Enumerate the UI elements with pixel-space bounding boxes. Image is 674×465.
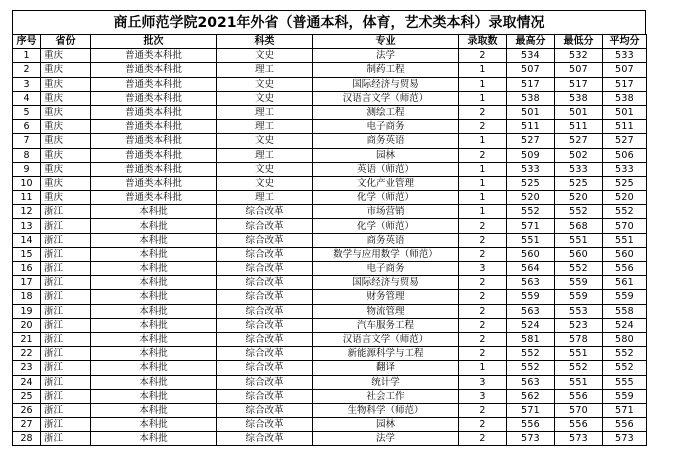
cell-province: 浙江 [41, 233, 91, 247]
table-row [13, 105, 647, 119]
cell-province: 重庆 [41, 105, 91, 119]
cell-max-score: 552 [507, 205, 555, 219]
cell-admitted: 2 [459, 219, 507, 233]
table-row [13, 176, 647, 190]
table-row [13, 120, 647, 134]
cell-avg-score: 556 [603, 262, 647, 276]
cell-admitted: 3 [459, 262, 507, 276]
cell-province: 重庆 [41, 120, 91, 134]
cell-index: 13 [13, 219, 41, 233]
cell-category: 综合改革 [217, 304, 313, 318]
header-category: 科类 [217, 35, 313, 49]
cell-max-score: 507 [507, 63, 555, 77]
cell-batch: 本科批 [91, 318, 217, 332]
cell-batch: 普通类本科批 [91, 49, 217, 63]
cell-batch: 本科批 [91, 389, 217, 403]
cell-index: 22 [13, 347, 41, 361]
cell-min-score: 551 [555, 233, 603, 247]
cell-max-score: 525 [507, 176, 555, 190]
table-row [13, 318, 647, 332]
cell-province: 浙江 [41, 262, 91, 276]
table-row [13, 304, 647, 318]
table-row [13, 49, 647, 63]
admission-table [12, 34, 647, 446]
cell-major: 汉语言文学（师范） [313, 91, 459, 105]
cell-index: 1 [13, 49, 41, 63]
table-row [13, 290, 647, 304]
cell-province: 重庆 [41, 148, 91, 162]
cell-batch: 本科批 [91, 290, 217, 304]
cell-major: 测绘工程 [313, 105, 459, 119]
cell-index: 15 [13, 247, 41, 261]
cell-min-score: 502 [555, 148, 603, 162]
header-province: 省份 [41, 35, 91, 49]
cell-avg-score: 533 [603, 49, 647, 63]
cell-major: 园林 [313, 148, 459, 162]
cell-admitted: 1 [459, 91, 507, 105]
cell-index: 10 [13, 176, 41, 190]
cell-category: 文史 [217, 77, 313, 91]
cell-category: 综合改革 [217, 389, 313, 403]
cell-batch: 本科批 [91, 276, 217, 290]
cell-min-score: 556 [555, 389, 603, 403]
cell-batch: 本科批 [91, 347, 217, 361]
cell-province: 浙江 [41, 276, 91, 290]
table-row [13, 389, 647, 403]
cell-province: 重庆 [41, 134, 91, 148]
cell-min-score: 551 [555, 347, 603, 361]
cell-major: 汽车服务工程 [313, 318, 459, 332]
cell-admitted: 1 [459, 63, 507, 77]
cell-major: 园林 [313, 418, 459, 432]
cell-max-score: 563 [507, 304, 555, 318]
cell-province: 浙江 [41, 219, 91, 233]
cell-max-score: 527 [507, 134, 555, 148]
cell-avg-score: 525 [603, 176, 647, 190]
cell-index: 16 [13, 262, 41, 276]
cell-admitted: 2 [459, 347, 507, 361]
cell-index: 11 [13, 191, 41, 205]
cell-major: 数学与应用数学（师范） [313, 247, 459, 261]
header-major: 专业 [313, 35, 459, 49]
cell-max-score: 556 [507, 418, 555, 432]
cell-avg-score: 517 [603, 77, 647, 91]
cell-max-score: 520 [507, 191, 555, 205]
header-batch: 批次 [91, 35, 217, 49]
cell-category: 综合改革 [217, 290, 313, 304]
table-row [13, 361, 647, 375]
header-avg-score: 平均分 [603, 35, 647, 49]
cell-min-score: 533 [555, 162, 603, 176]
cell-batch: 普通类本科批 [91, 176, 217, 190]
table-row [13, 347, 647, 361]
cell-index: 27 [13, 418, 41, 432]
cell-index: 20 [13, 318, 41, 332]
cell-max-score: 571 [507, 219, 555, 233]
cell-category: 综合改革 [217, 262, 313, 276]
cell-category: 文史 [217, 91, 313, 105]
cell-avg-score: 520 [603, 191, 647, 205]
cell-index: 23 [13, 361, 41, 375]
cell-major: 社会工作 [313, 389, 459, 403]
cell-major: 化学（师范） [313, 191, 459, 205]
cell-province: 浙江 [41, 290, 91, 304]
cell-avg-score: 558 [603, 304, 647, 318]
cell-province: 浙江 [41, 403, 91, 417]
cell-max-score: 560 [507, 247, 555, 261]
table-row [13, 205, 647, 219]
cell-max-score: 533 [507, 162, 555, 176]
cell-avg-score: 524 [603, 318, 647, 332]
table-row [13, 432, 647, 446]
table-row [13, 191, 647, 205]
cell-category: 综合改革 [217, 347, 313, 361]
cell-province: 重庆 [41, 49, 91, 63]
header-admitted: 录取数 [459, 35, 507, 49]
cell-category: 综合改革 [217, 233, 313, 247]
cell-min-score: 507 [555, 63, 603, 77]
cell-max-score: 562 [507, 389, 555, 403]
cell-index: 5 [13, 105, 41, 119]
cell-min-score: 552 [555, 205, 603, 219]
cell-max-score: 524 [507, 318, 555, 332]
cell-avg-score: 552 [603, 347, 647, 361]
cell-admitted: 3 [459, 375, 507, 389]
cell-max-score: 538 [507, 91, 555, 105]
cell-max-score: 581 [507, 332, 555, 346]
cell-major: 统计学 [313, 375, 459, 389]
cell-batch: 本科批 [91, 375, 217, 389]
table-row [13, 276, 647, 290]
cell-min-score: 511 [555, 120, 603, 134]
cell-index: 6 [13, 120, 41, 134]
cell-admitted: 2 [459, 290, 507, 304]
cell-batch: 普通类本科批 [91, 120, 217, 134]
cell-admitted: 2 [459, 148, 507, 162]
cell-index: 18 [13, 290, 41, 304]
cell-province: 重庆 [41, 63, 91, 77]
cell-province: 浙江 [41, 304, 91, 318]
cell-batch: 本科批 [91, 233, 217, 247]
table-row [13, 77, 647, 91]
cell-batch: 本科批 [91, 361, 217, 375]
cell-admitted: 2 [459, 318, 507, 332]
cell-index: 24 [13, 375, 41, 389]
cell-min-score: 527 [555, 134, 603, 148]
cell-admitted: 2 [459, 418, 507, 432]
cell-admitted: 2 [459, 403, 507, 417]
cell-category: 文史 [217, 49, 313, 63]
cell-index: 25 [13, 389, 41, 403]
table-row [13, 134, 647, 148]
cell-min-score: 573 [555, 432, 603, 446]
cell-index: 21 [13, 332, 41, 346]
cell-batch: 本科批 [91, 247, 217, 261]
cell-index: 19 [13, 304, 41, 318]
cell-admitted: 2 [459, 332, 507, 346]
cell-major: 新能源科学与工程 [313, 347, 459, 361]
cell-admitted: 2 [459, 49, 507, 63]
cell-min-score: 552 [555, 262, 603, 276]
cell-category: 综合改革 [217, 205, 313, 219]
cell-category: 理工 [217, 105, 313, 119]
cell-admitted: 3 [459, 389, 507, 403]
cell-avg-score: 533 [603, 162, 647, 176]
cell-max-score: 517 [507, 77, 555, 91]
cell-admitted: 1 [459, 77, 507, 91]
table-row [13, 219, 647, 233]
cell-category: 理工 [217, 148, 313, 162]
cell-avg-score: 501 [603, 105, 647, 119]
cell-avg-score: 561 [603, 276, 647, 290]
table-row [13, 233, 647, 247]
cell-category: 综合改革 [217, 219, 313, 233]
cell-category: 综合改革 [217, 432, 313, 446]
cell-index: 14 [13, 233, 41, 247]
cell-admitted: 2 [459, 276, 507, 290]
cell-province: 浙江 [41, 347, 91, 361]
cell-category: 综合改革 [217, 361, 313, 375]
cell-avg-score: 506 [603, 148, 647, 162]
cell-province: 浙江 [41, 332, 91, 346]
cell-category: 理工 [217, 120, 313, 134]
cell-min-score: 560 [555, 247, 603, 261]
cell-major: 国际经济与贸易 [313, 276, 459, 290]
cell-avg-score: 552 [603, 205, 647, 219]
cell-min-score: 552 [555, 361, 603, 375]
cell-batch: 普通类本科批 [91, 148, 217, 162]
cell-province: 浙江 [41, 389, 91, 403]
cell-category: 综合改革 [217, 276, 313, 290]
table-body [13, 49, 647, 446]
cell-max-score: 511 [507, 120, 555, 134]
cell-avg-score: 571 [603, 403, 647, 417]
cell-index: 28 [13, 432, 41, 446]
cell-admitted: 2 [459, 432, 507, 446]
cell-avg-score: 580 [603, 332, 647, 346]
cell-max-score: 552 [507, 361, 555, 375]
cell-max-score: 559 [507, 290, 555, 304]
cell-admitted: 1 [459, 205, 507, 219]
cell-batch: 本科批 [91, 332, 217, 346]
cell-min-score: 570 [555, 403, 603, 417]
table-row [13, 403, 647, 417]
cell-max-score: 501 [507, 105, 555, 119]
cell-min-score: 553 [555, 304, 603, 318]
cell-batch: 普通类本科批 [91, 91, 217, 105]
cell-index: 12 [13, 205, 41, 219]
cell-avg-score: 538 [603, 91, 647, 105]
cell-avg-score: 507 [603, 63, 647, 77]
cell-min-score: 559 [555, 290, 603, 304]
cell-min-score: 556 [555, 418, 603, 432]
cell-avg-score: 555 [603, 375, 647, 389]
cell-province: 重庆 [41, 176, 91, 190]
cell-avg-score: 527 [603, 134, 647, 148]
cell-index: 17 [13, 276, 41, 290]
cell-max-score: 509 [507, 148, 555, 162]
cell-major: 物流管理 [313, 304, 459, 318]
cell-category: 综合改革 [217, 403, 313, 417]
cell-major: 电子商务 [313, 262, 459, 276]
cell-avg-score: 552 [603, 361, 647, 375]
cell-province: 浙江 [41, 418, 91, 432]
cell-avg-score: 556 [603, 418, 647, 432]
cell-admitted: 2 [459, 304, 507, 318]
cell-admitted: 2 [459, 247, 507, 261]
cell-category: 理工 [217, 191, 313, 205]
cell-province: 重庆 [41, 162, 91, 176]
cell-avg-score: 559 [603, 290, 647, 304]
cell-admitted: 1 [459, 191, 507, 205]
cell-index: 7 [13, 134, 41, 148]
cell-index: 2 [13, 63, 41, 77]
cell-batch: 普通类本科批 [91, 63, 217, 77]
cell-min-score: 551 [555, 375, 603, 389]
cell-province: 浙江 [41, 247, 91, 261]
cell-province: 浙江 [41, 318, 91, 332]
cell-batch: 普通类本科批 [91, 191, 217, 205]
cell-major: 翻译 [313, 361, 459, 375]
cell-min-score: 559 [555, 276, 603, 290]
table-row [13, 247, 647, 261]
cell-province: 重庆 [41, 77, 91, 91]
cell-category: 文史 [217, 176, 313, 190]
cell-min-score: 538 [555, 91, 603, 105]
cell-category: 文史 [217, 134, 313, 148]
cell-major: 电子商务 [313, 120, 459, 134]
cell-category: 理工 [217, 63, 313, 77]
cell-major: 财务管理 [313, 290, 459, 304]
cell-min-score: 532 [555, 49, 603, 63]
cell-admitted: 2 [459, 120, 507, 134]
cell-max-score: 563 [507, 276, 555, 290]
cell-batch: 普通类本科批 [91, 134, 217, 148]
admission-sheet [12, 10, 646, 446]
cell-index: 3 [13, 77, 41, 91]
cell-avg-score: 560 [603, 247, 647, 261]
cell-admitted: 1 [459, 176, 507, 190]
cell-major: 汉语言文学（师范） [313, 332, 459, 346]
cell-batch: 本科批 [91, 432, 217, 446]
cell-max-score: 571 [507, 403, 555, 417]
cell-batch: 本科批 [91, 219, 217, 233]
cell-province: 浙江 [41, 375, 91, 389]
header-min-score: 最低分 [555, 35, 603, 49]
cell-major: 制药工程 [313, 63, 459, 77]
cell-major: 法学 [313, 432, 459, 446]
cell-max-score: 573 [507, 432, 555, 446]
cell-admitted: 1 [459, 162, 507, 176]
cell-batch: 本科批 [91, 304, 217, 318]
table-header-row [13, 35, 647, 49]
cell-batch: 普通类本科批 [91, 162, 217, 176]
cell-major: 商务英语 [313, 233, 459, 247]
table-row [13, 148, 647, 162]
cell-min-score: 568 [555, 219, 603, 233]
header-max-score: 最高分 [507, 35, 555, 49]
cell-category: 综合改革 [217, 375, 313, 389]
table-row [13, 63, 647, 77]
cell-category: 综合改革 [217, 332, 313, 346]
cell-major: 英语（师范） [313, 162, 459, 176]
cell-min-score: 501 [555, 105, 603, 119]
cell-avg-score: 511 [603, 120, 647, 134]
cell-admitted: 1 [459, 361, 507, 375]
cell-batch: 本科批 [91, 262, 217, 276]
cell-category: 综合改革 [217, 418, 313, 432]
cell-major: 化学（师范） [313, 219, 459, 233]
cell-index: 9 [13, 162, 41, 176]
cell-major: 市场营销 [313, 205, 459, 219]
cell-admitted: 2 [459, 105, 507, 119]
cell-province: 重庆 [41, 91, 91, 105]
cell-max-score: 563 [507, 375, 555, 389]
cell-batch: 普通类本科批 [91, 105, 217, 119]
cell-batch: 本科批 [91, 205, 217, 219]
cell-max-score: 534 [507, 49, 555, 63]
cell-batch: 本科批 [91, 418, 217, 432]
cell-category: 综合改革 [217, 318, 313, 332]
cell-province: 重庆 [41, 191, 91, 205]
cell-major: 生物科学（师范） [313, 403, 459, 417]
cell-major: 文化产业管理 [313, 176, 459, 190]
cell-batch: 本科批 [91, 403, 217, 417]
cell-min-score: 523 [555, 318, 603, 332]
cell-min-score: 578 [555, 332, 603, 346]
table-row [13, 332, 647, 346]
cell-batch: 普通类本科批 [91, 77, 217, 91]
cell-index: 4 [13, 91, 41, 105]
cell-admitted: 2 [459, 233, 507, 247]
cell-province: 浙江 [41, 361, 91, 375]
cell-province: 浙江 [41, 432, 91, 446]
cell-major: 国际经济与贸易 [313, 77, 459, 91]
table-row [13, 418, 647, 432]
cell-avg-score: 570 [603, 219, 647, 233]
cell-max-score: 551 [507, 233, 555, 247]
table-row [13, 162, 647, 176]
cell-index: 26 [13, 403, 41, 417]
cell-major: 商务英语 [313, 134, 459, 148]
table-row [13, 262, 647, 276]
cell-max-score: 552 [507, 347, 555, 361]
cell-avg-score: 573 [603, 432, 647, 446]
cell-admitted: 1 [459, 134, 507, 148]
cell-min-score: 520 [555, 191, 603, 205]
cell-index: 8 [13, 148, 41, 162]
cell-max-score: 564 [507, 262, 555, 276]
table-row [13, 91, 647, 105]
cell-major: 法学 [313, 49, 459, 63]
table-row [13, 375, 647, 389]
cell-avg-score: 551 [603, 233, 647, 247]
sheet-title: 商丘师范学院2021年外省（普通本科，体育，艺术类本科）录取情况 [12, 10, 646, 34]
cell-min-score: 517 [555, 77, 603, 91]
cell-province: 浙江 [41, 205, 91, 219]
cell-avg-score: 559 [603, 389, 647, 403]
cell-category: 文史 [217, 162, 313, 176]
header-index: 序号 [13, 35, 41, 49]
cell-category: 综合改革 [217, 247, 313, 261]
cell-min-score: 525 [555, 176, 603, 190]
